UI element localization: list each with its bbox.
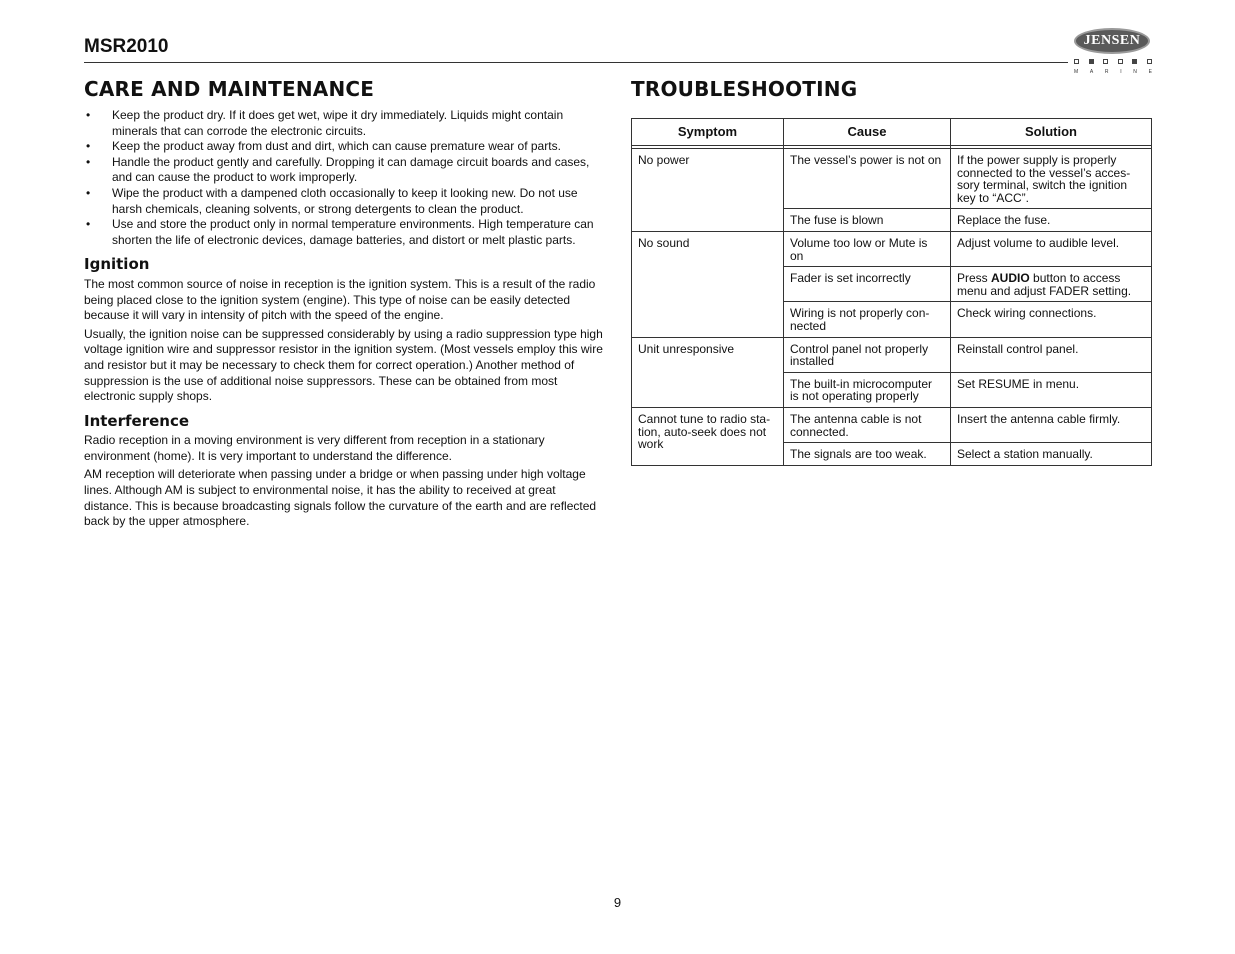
interference-paragraph: AM reception will deteriorate when passing under a bridge or when passing under high voltage lines. Although AM is subject to environmental noise, it has the ability to received at great distance. This is because broadcasting signals follow the curvature of the earth and are reflected back by the upper atmosphere. bbox=[84, 467, 597, 529]
solution-cell: Select a station manually. bbox=[951, 443, 1152, 466]
logo-text: JENSEN bbox=[1083, 33, 1141, 48]
cause-cell: The fuse is blown bbox=[784, 209, 951, 232]
bullet-symbol: • bbox=[86, 154, 91, 169]
solution-cell: Reinstall control panel. bbox=[951, 337, 1152, 372]
table-row bbox=[632, 407, 1152, 442]
solution-cell: If the power supply is properly connected to the vessel’s acces-sory terminal, switch the ignition key to “ACC”. bbox=[951, 149, 1152, 209]
list-item: • Handle the product gently and carefully. Dropping it can damage circuit boards and cases, and can cause the product to work improperly. bbox=[86, 154, 590, 185]
solution-cell: Replace the fuse. bbox=[951, 209, 1152, 232]
table-row bbox=[632, 337, 1152, 372]
cause-cell: The built-in microcomputer is not operating properly bbox=[784, 372, 951, 407]
jensen-logo bbox=[1070, 26, 1154, 76]
header-solution: Solution bbox=[951, 119, 1152, 146]
symptom-cell: No sound bbox=[632, 231, 784, 337]
header-divider bbox=[84, 62, 1068, 63]
audio-button-label: AUDIO bbox=[991, 271, 1030, 286]
troubleshooting-table bbox=[631, 118, 1152, 466]
header-cause: Cause bbox=[784, 119, 951, 146]
symptom-cell: No power bbox=[632, 149, 784, 232]
interference-paragraph: Radio reception in a moving environment is very different from reception in a stationary environment (home). It is very important to understand the difference. bbox=[84, 433, 545, 463]
solution-cell: Insert the antenna cable firmly. bbox=[951, 407, 1152, 442]
header-symptom: Symptom bbox=[632, 119, 784, 146]
ignition-heading: Ignition bbox=[84, 255, 150, 274]
cause-cell: The antenna cable is not connected. bbox=[784, 407, 951, 442]
table-header-row bbox=[632, 119, 1152, 146]
interference-heading: Interference bbox=[84, 411, 190, 430]
bullet-symbol: • bbox=[86, 217, 91, 232]
cause-cell: Fader is set incorrectly bbox=[784, 267, 951, 302]
troubleshooting-title: TROUBLESHOOTING bbox=[631, 77, 858, 101]
symptom-cell: Cannot tune to radio sta-tion, auto-seek does not work bbox=[632, 407, 784, 465]
table-row bbox=[632, 149, 1152, 209]
table-row bbox=[632, 231, 1152, 266]
ignition-paragraph: Usually, the ignition noise can be suppressed considerably by using a radio suppression type high voltage ignition wire and suppressor resistor in the ignition system. (Most vessels employ this wire and resistor but it may be necessary to check them for correct operation.) Another method of suppression is the use of additional noise suppressors. These can be obtained from most electronic supply shops. bbox=[84, 326, 603, 404]
care-title: CARE AND MAINTENANCE bbox=[84, 77, 375, 101]
list-item: • Use and store the product only in normal temperature environments. High temperature can shorten the life of electronic devices, damage batteries, and distort or melt plastic parts. bbox=[86, 217, 594, 247]
bullet-symbol: • bbox=[86, 108, 91, 122]
solution-cell: Press AUDIO button to access menu and adjust FADER setting. bbox=[951, 267, 1152, 302]
logo-marine-text: M A R I N E bbox=[1074, 69, 1152, 75]
cause-cell: Wiring is not properly con-nected bbox=[784, 302, 951, 337]
logo-squares bbox=[1074, 59, 1152, 64]
cause-cell: The vessel’s power is not on bbox=[784, 149, 951, 209]
care-section bbox=[84, 108, 604, 533]
solution-cell: Check wiring connections. bbox=[951, 302, 1152, 337]
model-name: MSR2010 bbox=[84, 36, 169, 57]
list-item: • Keep the product dry. If it does get wet, wipe it dry immediately. Liquids might contain minerals that can corrode the electronic circuits. bbox=[86, 108, 564, 138]
solution-cell: Set RESUME in menu. bbox=[951, 372, 1152, 407]
list-item: • Keep the product away from dust and dirt, which can cause premature wear of parts. bbox=[86, 139, 561, 154]
bullet-symbol: • bbox=[86, 139, 91, 154]
solution-cell: Adjust volume to audible level. bbox=[951, 231, 1152, 266]
cause-cell: The signals are too weak. bbox=[784, 443, 951, 466]
cause-cell: Control panel not properly installed bbox=[784, 337, 951, 372]
bullet-symbol: • bbox=[86, 185, 91, 200]
cause-cell: Volume too low or Mute is on bbox=[784, 231, 951, 266]
care-bullet-list bbox=[84, 108, 604, 248]
page-number: 9 bbox=[613, 895, 622, 910]
ignition-paragraph: The most common source of noise in reception is the ignition system. This is a result of the radio being placed close to the ignition system (engine). This type of noise can be easily detected because it will vary in intensity of pitch with the speed of the engine. bbox=[84, 276, 596, 323]
list-item: • Wipe the product with a dampened cloth occasionally to keep it looking new. Do not use harsh chemicals, cleaning solvents, or strong detergents to clean the product. bbox=[86, 185, 578, 216]
symptom-cell: Unit unresponsive bbox=[632, 337, 784, 407]
logo-oval bbox=[1074, 28, 1150, 54]
